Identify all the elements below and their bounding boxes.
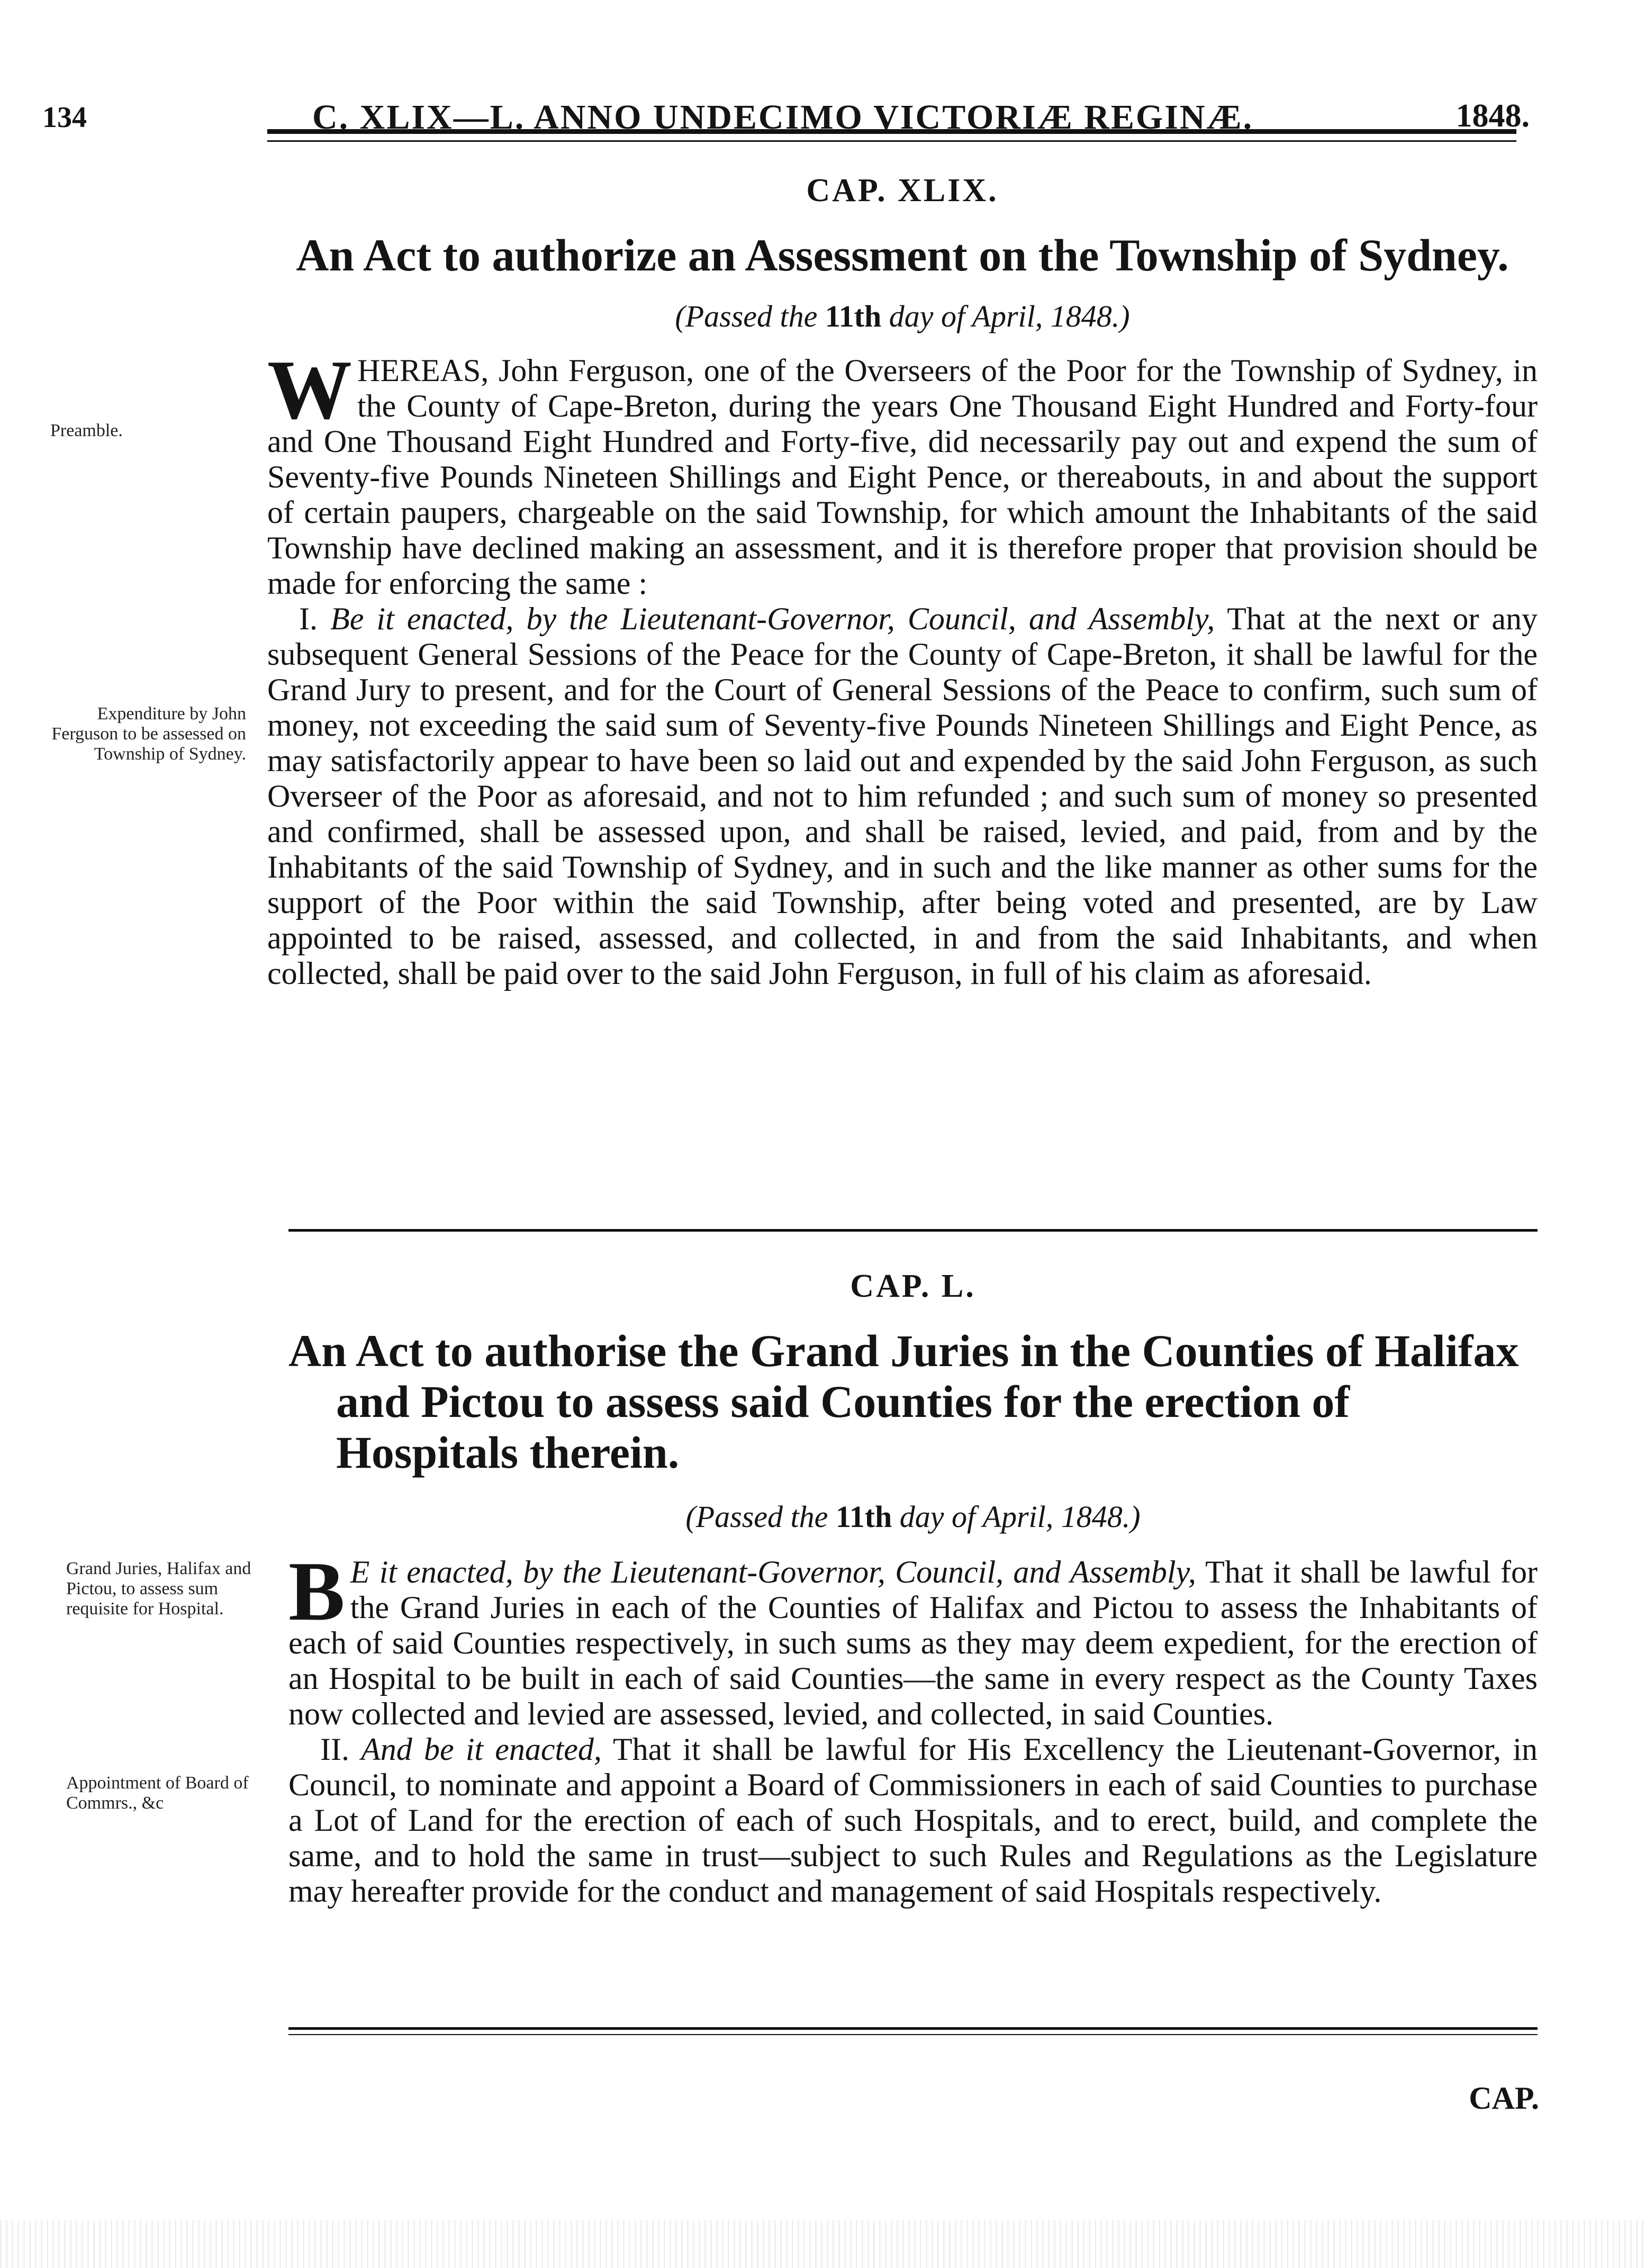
margin-note-grand-juries: Grand Juries, Halifax and Pictou, to assess sum requisite for Hospital. <box>66 1559 251 1619</box>
section-1: B E it enacted, by the Lieutenant-Governor, Council, and Assembly, That it shall be lawful for the Grand Juries in each of the Counties of Halifax and Pictou to assess the Inhabitants of each of said Counties respectively, in such sums as they may deem expedient, for the erection of an Hospital to be built in each of said Counties—the same in every respect as the County Taxes now collected and levied are assessed, levied, and collected, in said Counties. <box>288 1544 1538 1731</box>
drop-cap: W <box>267 342 352 437</box>
chapter-number: CAP. XLIX. <box>806 173 999 209</box>
margin-note-expenditure: Expenditure by John Ferguson to be assessed on Township of Sydney. <box>51 704 246 764</box>
margin-note-appointment: Appointment of Board of Commrs., &c <box>66 1773 249 1813</box>
scan-noise <box>0 2220 1645 2268</box>
chapter-number: CAP. L. <box>850 1268 976 1304</box>
section-1: I. Be it enacted, by the Lieutenant-Governor, Council, and Assembly, That at the next or any subsequent General Sessions of the Peace for the County of Cape-Breton, it shall be lawful for the Grand Jury to present, and for the Court of General Sessions of the Peace to confirm, such sum of money, not exceeding the said sum of Seventy-five Pounds Nineteen Shillings and Eight Pence, as may satisfactorily appear to have been so laid out and expended by the said John Ferguson, as such Overseer of the Poor as aforesaid, and not to him refunded ; and such sum of money so presented and confirmed, shall be assessed upon, and shall be raised, levied, and paid, from and by the Inhabitants of the said Township of Sydney, and in such and the like manner as other sums for the support of the Poor within the said Township, after being voted and presented, are by Law appointed to be raised, assessed, and collected, in and from the said Inhabitants, and when collected, shall be paid over to the said John Ferguson, in full of his claim as aforesaid. <box>267 601 1538 991</box>
enacting-clause: Be it enacted, by the Lieutenant-Governor, Council, and Assembly, <box>330 601 1215 636</box>
section-number: II. <box>320 1732 349 1767</box>
header-year: 1848. <box>1456 98 1530 134</box>
section-divider-double <box>288 2027 1538 2035</box>
act-49 <box>267 172 1538 991</box>
section-2: II. And be it enacted, That it shall be lawful for His Excellency the Lieutenant-Governor, in Council, to nominate and appoint a Board of Commissioners in each of said Counties to purchase a Lot of Land for the erection of each of such Hospitals, and to erect, build, and complete the same, and to hold the same in trust—subject to such Rules and Regulations as the Legislature may hereafter provide for the conduct and management of said Hospitals respectively. <box>288 1732 1538 1909</box>
act-title: An Act to authorise the Grand Juries in the Counties of Halifax and Pictou to assess said Counties for the erection of Hospitals therein. <box>288 1325 1519 1478</box>
catchword: CAP. <box>1469 2081 1539 2116</box>
header-rule <box>267 129 1516 142</box>
margin-note-preamble: Preamble. <box>50 421 123 440</box>
section-number: I. <box>299 601 318 636</box>
passed-date: (Passed the 11th day of April, 1848.) <box>685 1499 1141 1534</box>
enacting-clause: And be it enacted, <box>361 1732 602 1767</box>
section-divider <box>288 1229 1538 1232</box>
enacting-clause: E it enacted, by the Lieutenant-Governor, Council, and Assembly, <box>350 1555 1196 1589</box>
passed-date: (Passed the 11th day of April, 1848.) <box>675 299 1130 333</box>
preamble-paragraph: WHEREAS, John Ferguson, one of the Overseers of the Poor for the Township of Sydney, in the County of Cape-Breton, during the years One Thousand Eight Hundred and Forty-four and One Thousand Eight Hundred and Forty-five, did necessarily pay out and expend the sum of Seventy-five Pounds Nineteen Shillings and Eight Pence, or thereabouts, in and about the support of certain paupers, chargeable on the said Township, for which amount the Inhabitants of the said Township have declined making an assessment, and it is therefore proper that provision should be made for enforcing the same : <box>267 342 1538 601</box>
running-title: C. XLIX—L. ANNO UNDECIMO VICTORIÆ REGINÆ. <box>312 98 1254 137</box>
act-50 <box>288 1268 1538 1909</box>
drop-cap: B <box>288 1544 345 1638</box>
act-title: An Act to authorize an Assessment on the Township of Sydney. <box>296 230 1509 281</box>
page-number: 134 <box>42 101 87 134</box>
